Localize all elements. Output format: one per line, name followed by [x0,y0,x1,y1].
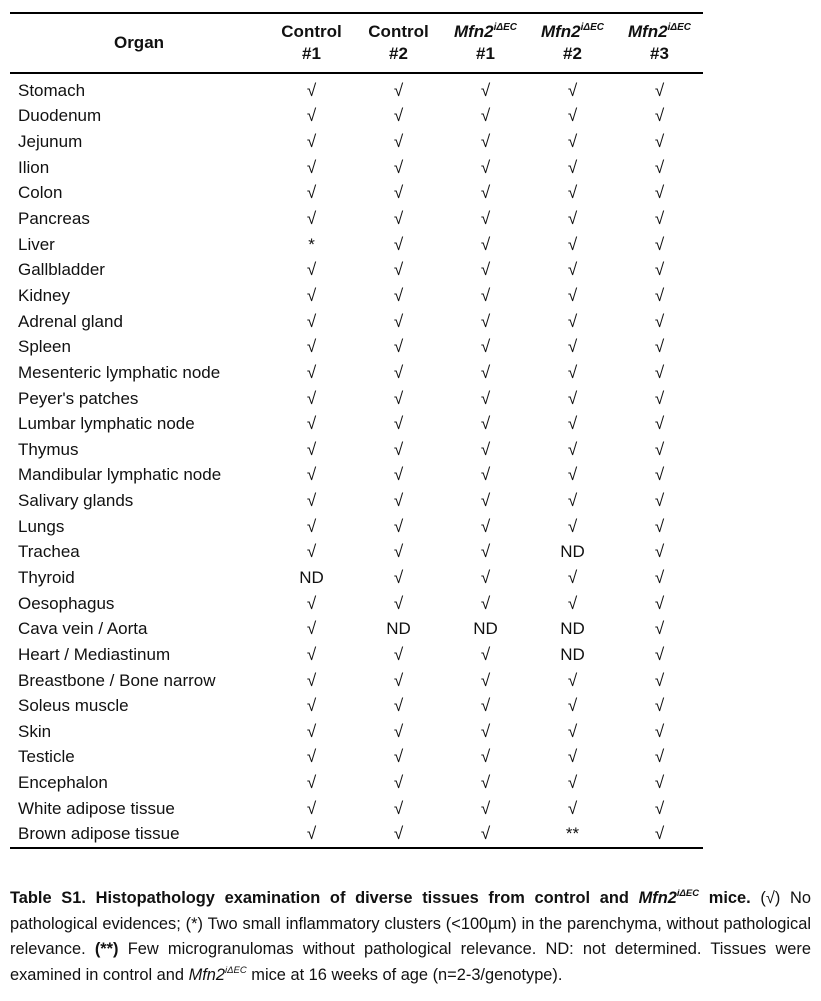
organ-name-cell: Mesenteric lymphatic node [18,362,221,382]
result-cell: √ [654,388,665,408]
result-cell: √ [306,311,317,331]
column-header-sample-number: #1 [302,44,321,63]
result-cell: √ [393,593,404,613]
organ-name-cell: Oesophagus [18,593,115,613]
result-cell: √ [654,670,665,690]
caption-label-gene: Mfn2 [638,889,677,907]
table-caption [10,886,811,988]
table-row [10,642,703,668]
result-cell: √ [306,439,317,459]
organ-name-cell: Adrenal gland [18,311,123,331]
result-cell: √ [567,747,578,767]
result-cell: √ [616,822,703,849]
result-cell: √ [306,106,317,126]
result-cell: √ [393,567,404,587]
result-cell: √ [567,337,578,357]
result-cell: √ [480,516,491,536]
caption-body-part2: Few microgranulomas without pathological relevance. ND: not determined. Tissues were examined in control and [10,940,811,984]
result-cell: √ [306,773,317,793]
result-cell: √ [393,516,404,536]
table-row [10,770,703,796]
result-cell: √ [393,337,404,357]
result-cell: √ [654,157,665,177]
result-cell: √ [654,132,665,152]
result-cell: √ [654,311,665,331]
result-cell: √ [306,285,317,305]
organ-name-cell: Pancreas [18,209,90,229]
organ-name-cell: Liver [18,234,55,254]
organ-name-cell: Lumbar lymphatic node [18,414,195,434]
table-row [10,565,703,591]
result-cell: √ [393,670,404,690]
result-cell: √ [654,260,665,280]
organ-name-cell: Mandibular lymphatic node [18,465,222,485]
table-row [10,181,703,207]
result-cell: √ [393,747,404,767]
histopathology-table-container [10,12,703,849]
organ-name-cell: Trachea [18,542,80,562]
result-cell: √ [480,542,491,562]
result-cell: √ [654,285,665,305]
caption-label-sup: iΔEC [676,888,700,899]
result-cell: √ [654,106,665,126]
organ-name-cell: Lungs [18,516,65,536]
result-cell: √ [654,209,665,229]
table-row [10,129,703,155]
result-cell: √ [393,414,404,434]
organ-name-cell: Jejunum [18,132,83,152]
table-row [10,206,703,232]
result-cell: * [308,234,315,254]
caption-label-part1: Table S1. Histopathology examination of diverse tissues from control and [10,889,639,907]
column-header-title [442,21,529,43]
result-cell: √ [393,696,404,716]
table-row [10,386,703,412]
table-row [10,514,703,540]
organ-name-cell: Brown adipose tissue [10,822,268,849]
column-header-gene: Mfn2 [453,22,494,41]
result-cell: √ [654,183,665,203]
result-cell: √ [306,798,317,818]
result-cell: √ [393,465,404,485]
result-cell: √ [480,747,491,767]
result-cell: √ [355,822,442,849]
result-cell: √ [567,465,578,485]
organ-name-cell: Spleen [18,337,71,357]
result-cell: √ [567,157,578,177]
result-cell: √ [567,106,578,126]
organ-name-cell: Ilion [18,157,50,177]
result-cell: √ [654,567,665,587]
result-cell: √ [480,721,491,741]
table-body [10,73,703,848]
result-cell: √ [567,567,578,587]
organ-name-cell: Thyroid [18,567,75,587]
result-cell: √ [306,183,317,203]
column-header-1 [268,13,355,73]
result-cell: √ [567,183,578,203]
result-cell: √ [393,542,404,562]
organ-name-cell: Soleus muscle [18,696,129,716]
result-cell: √ [480,491,491,511]
result-cell: √ [306,696,317,716]
table-row [10,360,703,386]
result-cell: ND [560,542,585,562]
column-header-sample-number: #3 [650,44,669,63]
result-cell: √ [393,285,404,305]
table-row [10,437,703,463]
result-cell: √ [480,798,491,818]
result-cell: √ [393,439,404,459]
organ-name-cell: Gallbladder [18,260,105,280]
result-cell: √ [306,644,317,664]
table-row [10,155,703,181]
result-cell: ND [299,567,324,587]
result-cell: √ [654,414,665,434]
caption-body-part1: (√) No pathological evidences; (*) Two small inflammatory clusters (<100µm) in the parenchyma, without pathological relevance. [10,889,811,958]
column-header-label: Control [281,22,342,41]
result-cell: √ [306,516,317,536]
caption-body-gene: Mfn2 [188,965,226,984]
table-row [10,616,703,642]
result-cell: √ [567,209,578,229]
result-cell: √ [306,491,317,511]
organ-name-cell: Colon [18,183,63,203]
result-cell: √ [306,388,317,408]
result-cell: √ [306,209,317,229]
result-cell: √ [306,593,317,613]
result-cell: √ [654,644,665,664]
result-cell: √ [393,388,404,408]
result-cell: √ [567,516,578,536]
column-header-title [268,21,355,43]
caption-body-bold: (**) [94,940,119,958]
result-cell: √ [480,285,491,305]
table-row [10,104,703,130]
result-cell: √ [306,414,317,434]
table-row [10,719,703,745]
organ-name-cell: White adipose tissue [18,798,175,818]
histopathology-table [10,12,703,849]
result-cell: √ [306,747,317,767]
table-row [10,488,703,514]
column-header-sample-number: #1 [476,44,495,63]
result-cell: √ [393,491,404,511]
table-row [10,693,703,719]
result-cell: √ [393,80,404,100]
result-cell: √ [567,362,578,382]
result-cell: √ [654,696,665,716]
column-header-genotype-superscript: iΔEC [580,22,605,33]
result-cell: √ [306,619,317,639]
result-cell: √ [567,388,578,408]
result-cell: √ [480,644,491,664]
table-row [10,591,703,617]
table-row [10,668,703,694]
table-row [10,334,703,360]
table-row [10,745,703,771]
table-row [10,540,703,566]
result-cell: √ [306,465,317,485]
result-cell: √ [567,311,578,331]
organ-name-cell: Heart / Mediastinum [18,644,171,664]
result-cell: √ [567,593,578,613]
result-cell: √ [480,132,491,152]
table-header-row [10,13,703,73]
table-row [10,411,703,437]
table-row [10,257,703,283]
table-row [10,309,703,335]
table-row [10,73,703,104]
organ-name-cell: Duodenum [18,106,102,126]
result-cell: √ [442,822,529,849]
result-cell: √ [480,209,491,229]
table-row [10,822,703,849]
column-header-genotype-superscript: iΔEC [493,22,518,33]
result-cell: ND [560,644,585,664]
result-cell: √ [393,773,404,793]
result-cell: √ [393,183,404,203]
result-cell: √ [567,439,578,459]
result-cell: √ [306,542,317,562]
caption-body-sup: iΔEC [225,964,247,976]
table-row [10,232,703,258]
organ-name-cell: Skin [18,721,52,741]
result-cell: √ [306,132,317,152]
result-cell: √ [480,670,491,690]
result-cell: √ [567,798,578,818]
column-header-title [616,21,703,43]
organ-name-cell: Thymus [18,439,79,459]
caption-label-part2: mice. [699,889,751,907]
result-cell: √ [654,542,665,562]
result-cell: √ [654,439,665,459]
result-cell: √ [480,157,491,177]
result-cell: √ [654,516,665,536]
result-cell: ND [560,619,585,639]
result-cell: √ [306,260,317,280]
caption-body-part3: mice at 16 weeks of age (n=2-3/genotype). [246,965,563,984]
organ-name-cell: Kidney [18,285,70,305]
result-cell: √ [654,362,665,382]
column-header-sample-number: #2 [389,44,408,63]
organ-name-cell: Salivary glands [18,491,134,511]
result-cell: √ [567,260,578,280]
result-cell: √ [654,798,665,818]
column-header-genotype-superscript: iΔEC [667,22,692,33]
result-cell: √ [393,234,404,254]
result-cell: √ [480,773,491,793]
organ-column-header: Organ [10,13,268,73]
result-cell: √ [567,80,578,100]
result-cell: √ [393,721,404,741]
result-cell: √ [306,157,317,177]
result-cell: √ [480,388,491,408]
result-cell: √ [567,721,578,741]
result-cell: √ [393,157,404,177]
result-cell: √ [567,491,578,511]
result-cell: √ [393,132,404,152]
result-cell: √ [567,414,578,434]
column-header-2 [355,13,442,73]
result-cell: √ [567,285,578,305]
result-cell: √ [393,362,404,382]
result-cell: √ [654,619,665,639]
result-cell: ND [473,619,498,639]
organ-name-cell: Cava vein / Aorta [18,619,148,639]
organ-name-cell: Stomach [18,80,86,100]
result-cell: √ [393,311,404,331]
column-header-title [529,21,616,43]
result-cell: √ [393,106,404,126]
column-header-label: Control [368,22,429,41]
column-header-3 [442,13,529,73]
result-cell: √ [480,80,491,100]
result-cell: √ [480,234,491,254]
column-header-title [355,21,442,43]
result-cell: √ [268,822,355,849]
column-header-4 [529,13,616,73]
result-cell: √ [654,747,665,767]
result-cell: √ [654,593,665,613]
result-cell: √ [480,593,491,613]
result-cell: √ [480,106,491,126]
result-cell: √ [654,773,665,793]
result-cell: √ [393,260,404,280]
result-cell: √ [480,439,491,459]
result-cell: √ [567,696,578,716]
result-cell: √ [480,311,491,331]
column-header-5 [616,13,703,73]
result-cell: √ [393,209,404,229]
table-row [10,463,703,489]
result-cell: √ [480,696,491,716]
column-header-gene: Mfn2 [540,22,581,41]
result-cell: √ [306,721,317,741]
result-cell: √ [654,465,665,485]
result-cell: √ [654,491,665,511]
result-cell: √ [480,183,491,203]
result-cell: √ [480,260,491,280]
result-cell: √ [306,80,317,100]
result-cell: √ [480,337,491,357]
result-cell: √ [567,773,578,793]
table-row [10,283,703,309]
result-cell: √ [567,234,578,254]
column-header-gene: Mfn2 [627,22,668,41]
result-cell: ** [529,822,616,849]
result-cell: √ [654,721,665,741]
result-cell: √ [567,670,578,690]
organ-name-cell: Encephalon [18,773,108,793]
result-cell: √ [567,132,578,152]
organ-name-cell: Peyer's patches [18,388,139,408]
result-cell: √ [306,337,317,357]
result-cell: √ [480,567,491,587]
result-cell: √ [393,798,404,818]
result-cell: √ [480,362,491,382]
result-cell: √ [654,80,665,100]
result-cell: √ [654,234,665,254]
column-header-sample-number: #2 [563,44,582,63]
result-cell: √ [306,670,317,690]
caption-label [10,889,751,907]
table-row [10,796,703,822]
result-cell: √ [480,465,491,485]
result-cell: √ [393,644,404,664]
result-cell: ND [386,619,411,639]
result-cell: √ [306,362,317,382]
result-cell: √ [480,414,491,434]
result-cell: √ [654,337,665,357]
organ-name-cell: Testicle [18,747,75,767]
organ-name-cell: Breastbone / Bone narrow [18,670,216,690]
